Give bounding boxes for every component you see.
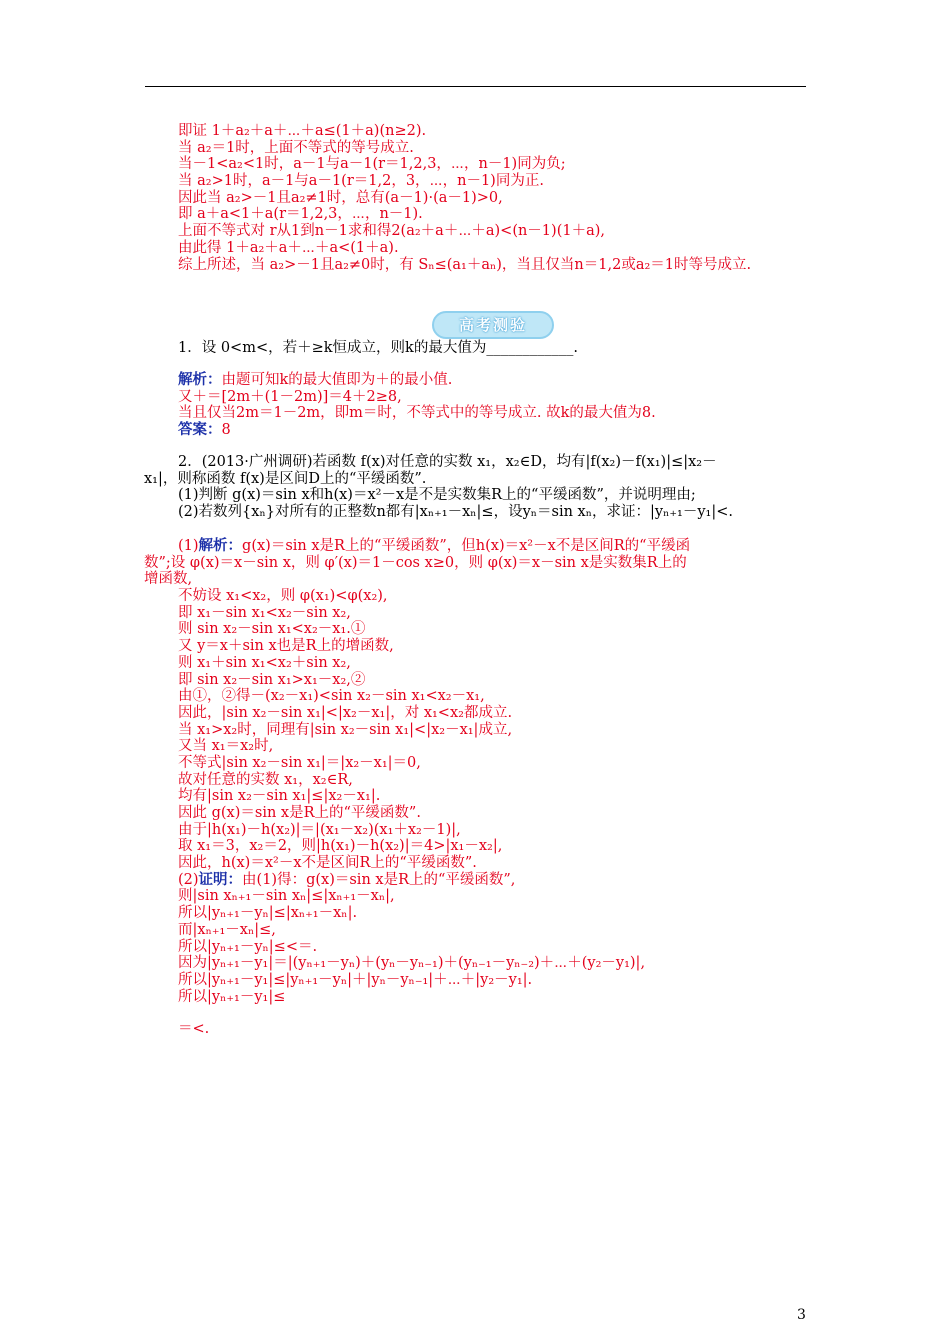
text-line: 增函数, — [144, 571, 193, 588]
solution-label: 解析： — [198, 537, 243, 554]
text-line: 不妨设 x₁<x₂，则 φ(x₁)<φ(x₂), — [178, 588, 388, 605]
text-line: 所以|yₙ₊₁－y₁|≤|yₙ₊₁－yₙ|＋|yₙ－yₙ₋₁|＋⋯＋|y₂－y₁|. — [178, 971, 533, 988]
part-prefix: (2) — [178, 871, 199, 888]
page-number: 3 — [797, 1307, 806, 1323]
text-line: 又＋＝[2m＋(1－2m)]＝4＋2≥8, — [178, 388, 402, 405]
proof-label: 证明： — [198, 870, 243, 888]
text-line: 当且仅当2m＝1－2m，即m＝时，不等式中的等号成立. 故k的最大值为8. — [178, 405, 656, 422]
text-line: 因此 g(x)＝sin x是R上的“平缓函数”. — [178, 805, 421, 821]
text-line: 所以|yₙ₊₁－y₁|≤ — [178, 988, 286, 1005]
text-line: 因此，|sin x₂－sin x₁|<|x₂－x₁|，对 x₁<x₂都成立. — [178, 704, 513, 721]
text-line: 而|xₙ₊₁－xₙ|≤, — [178, 921, 276, 938]
question-text: (2)若数列{xₙ}对所有的正整数n都有|xₙ₊₁－xₙ|≤，设yₙ＝sin xₙ，求证：|yₙ₊₁－y₁|<. — [178, 504, 733, 521]
text-line: 即 a＋a<1＋a(r＝1,2,3，⋯，n－1). — [178, 206, 423, 223]
text-line: 当 x₁>x₂时，同理有|sin x₂－sin x₁|<|x₂－x₁|成立, — [178, 721, 513, 738]
proof-continuation — [178, 123, 818, 273]
text-line: 因为|yₙ₊₁－y₁|＝|(yₙ₊₁－yₙ)＋(yₙ－yₙ₋₁)＋(yₙ₋₁－yₙ₋₂)＋⋯＋(y₂－y₁)|, — [178, 955, 646, 972]
question-text: x₁|，则称函数 f(x)是区间D上的“平缓函数”. — [144, 470, 427, 487]
text-line: 即 x₁－sin x₁<x₂－sin x₂, — [178, 604, 351, 621]
text-line: 数”;设 φ(x)＝x－sin x，则 φ′(x)＝1－cos x≥0，则 φ(x)＝x－sin x是实数集R上的 — [144, 554, 687, 571]
text-line: 由①，②得－(x₂－x₁)<sin x₂－sin x₁<x₂－x₁, — [178, 688, 485, 705]
question-2-solution — [144, 537, 818, 1038]
text-line: 因此当 a₂>－1且a₂≠1时，总有(a－1)·(a－1)>0, — [178, 189, 503, 206]
text-line: 所以|yₙ₊₁－yₙ|≤|xₙ₊₁－xₙ|. — [178, 905, 358, 922]
text-line: 则 x₁＋sin x₁<x₂＋sin x₂, — [178, 654, 351, 671]
part-prefix: (1) — [178, 538, 199, 554]
text-line: 取 x₁＝3，x₂＝2，则|h(x₁)－h(x₂)|＝4>|x₁－x₂|, — [178, 838, 503, 855]
question-text: (1)判断 g(x)＝sin x和h(x)＝x²－x是不是实数集R上的“平缓函数”，并说明理由; — [178, 487, 696, 504]
text-line: 则 sin x₂－sin x₁<x₂－x₁.① — [178, 621, 366, 638]
text-line: 故对任意的实数 x₁，x₂∈R, — [178, 771, 353, 788]
proof-text: 由(1)得：g(x)＝sin x是R上的“平缓函数”, — [242, 871, 516, 888]
text-line: 上面不等式对 r从1到n－1求和得2(a₂＋a＋⋯＋a)<(n－1)(1＋a), — [178, 223, 605, 240]
text-line: 所以|yₙ₊₁－yₙ|≤<＝. — [178, 938, 318, 955]
text-line: 则|sin xₙ₊₁－sin xₙ|≤|xₙ₊₁－xₙ|, — [178, 888, 395, 905]
answer-value: 8 — [221, 422, 231, 439]
question-2 — [144, 454, 818, 521]
text-line: 又当 x₁＝x₂时, — [178, 738, 274, 755]
solution-text: 由题可知k的最大值即为＋的最小值. — [221, 372, 453, 388]
text-line: 综上所述，当 a₂>－1且a₂≠0时，有 Sₙ≤(a₁＋aₙ)，当且仅当n＝1,2或a₂＝1时等号成立. — [178, 256, 752, 273]
solution-label: 解析： — [178, 371, 222, 388]
question-text: 2．(2013·广州调研)若函数 f(x)对任意的实数 x₁，x₂∈D，均有|f(x₂)－f(x₁)|≤|x₂－ — [178, 454, 717, 470]
text-line: 由此得 1＋a₂＋a＋⋯＋a<(1＋a). — [178, 239, 399, 256]
question-1-solution — [178, 372, 818, 439]
text-line: 不等式|sin x₂－sin x₁|＝|x₂－x₁|＝0, — [178, 754, 421, 771]
question-1 — [178, 340, 818, 357]
text-line: ＝<. — [178, 1021, 210, 1038]
section-badge: 高考测验 — [432, 311, 554, 339]
text-line: 均有|sin x₂－sin x₁|≤|x₂－x₁|. — [178, 788, 381, 805]
text-line: 又 y＝x＋sin x也是R上的增函数, — [178, 638, 394, 655]
answer-label: 答案： — [178, 421, 222, 439]
text-line: 即 sin x₂－sin x₁>x₁－x₂,② — [178, 671, 366, 688]
text-line: 当－1<a₂<1时，a－1与a－1(r＝1,2,3，⋯，n－1)同为负; — [178, 156, 566, 173]
text-line: 由于|h(x₁)－h(x₂)|＝|(x₁－x₂)(x₁＋x₂－1)|, — [178, 821, 461, 838]
text-line: 当 a₂>1时，a－1与a－1(r＝1,2，3，⋯，n－1)同为正. — [178, 173, 544, 190]
question-text: 1．设 0<m<，若＋≥k恒成立，则k的最大值为____________. — [178, 340, 578, 356]
text-line: 因此，h(x)＝x²－x不是区间R上的“平缓函数”. — [178, 855, 477, 872]
text-line: 当 a₂＝1时，上面不等式的等号成立. — [178, 139, 414, 156]
text-line: 即证 1＋a₂＋a＋⋯＋a≤(1＋a)(n≥2). — [178, 123, 427, 139]
solution-text: g(x)＝sin x是R上的“平缓函数”，但h(x)＝x²－x不是区间R的“平缓函 — [242, 538, 691, 554]
header-rule — [145, 86, 806, 87]
